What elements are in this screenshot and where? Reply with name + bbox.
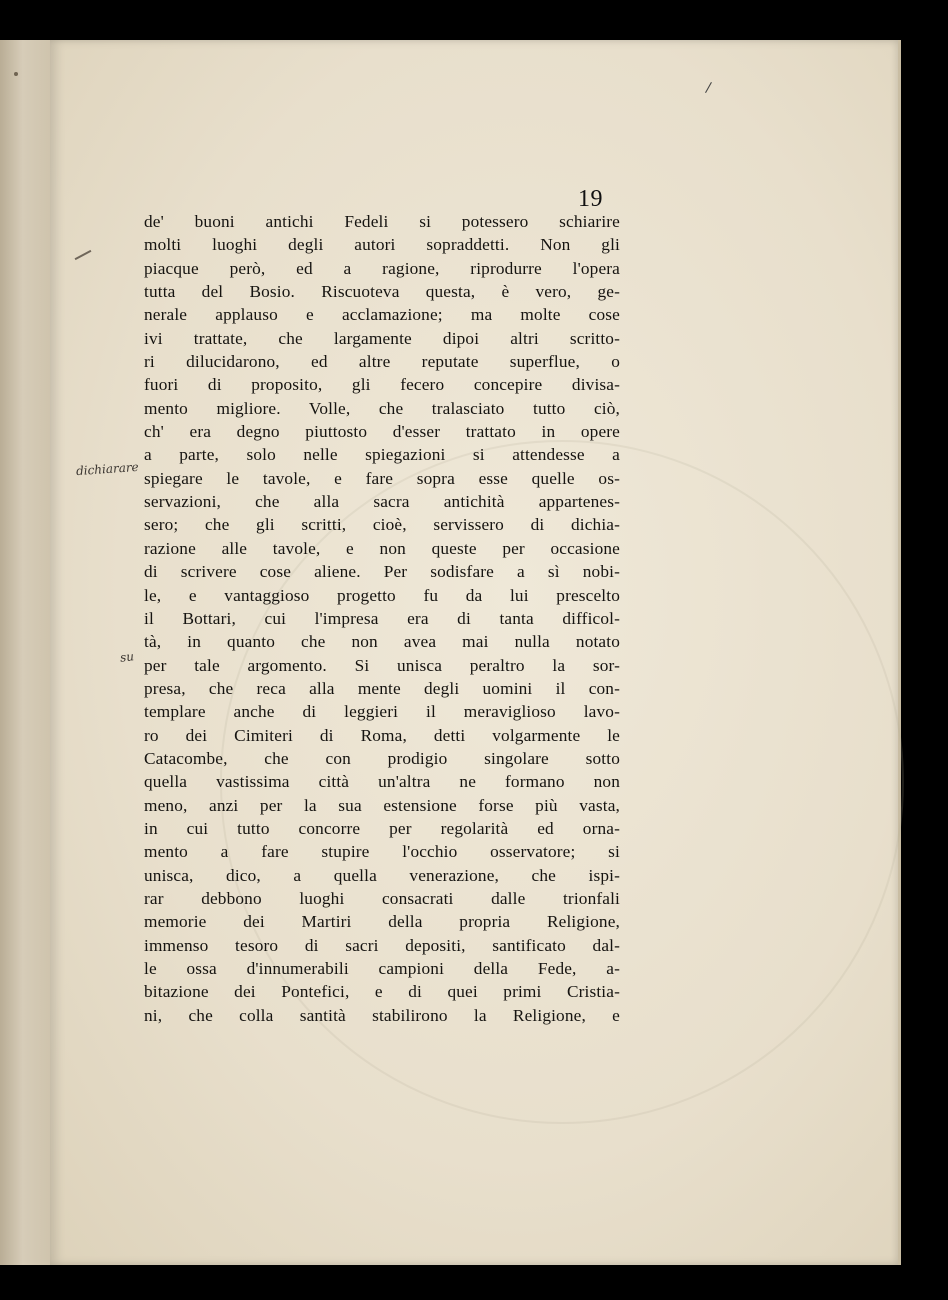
- text-line: meno, anzi per la sua estensione forse più vasta,: [144, 795, 620, 815]
- text-line: ro dei Cimiteri di Roma, detti volgarmente le: [144, 725, 620, 745]
- text-line: spiegare le tavole, e fare sopra esse quelle os-: [144, 468, 620, 488]
- text-line: in cui tutto concorre per regolarità ed orna-: [144, 818, 620, 838]
- text-line: fuori di proposito, gli fecero concepire divisa-: [144, 375, 620, 395]
- text-line: sero; che gli scritti, cioè, servissero di dichia-: [144, 515, 620, 535]
- text-line: unisca, dico, a quella venerazione, che ispi-: [144, 865, 620, 885]
- text-line: mento migliore. Volle, che tralasciato tutto ciò,: [144, 398, 620, 418]
- page-number: 19: [578, 186, 603, 212]
- pencil-mark: /: [704, 79, 713, 97]
- text-line: tutta del Bosio. Riscuoteva questa, è vero, ge-: [144, 282, 620, 302]
- text-line: memorie dei Martiri della propria Religione,: [144, 912, 620, 932]
- text-line: immenso tesoro di sacri depositi, santificato dal-: [144, 935, 620, 955]
- text-line: il Bottari, cui l'impresa era di tanta difficol-: [144, 608, 620, 628]
- facing-page-edge: [0, 40, 52, 1265]
- text-line: mento a fare stupire l'occhio osservatore; si: [144, 842, 620, 862]
- text-line: ch' era degno piuttosto d'esser trattato in opere: [144, 422, 620, 442]
- text-line: quella vastissima città un'altra ne formano non: [144, 772, 620, 792]
- text-line: le ossa d'innumerabili campioni della Fede, a-: [144, 959, 620, 978]
- text-line: templare anche di leggieri il meraviglioso lavo-: [144, 702, 620, 722]
- text-line: a parte, solo nelle spiegazioni si attendesse a: [144, 445, 620, 465]
- text-line: servazioni, che alla sacra antichità appartenes-: [144, 492, 620, 512]
- text-line: razione alle tavole, e non queste per occasione: [144, 538, 620, 558]
- text-line: di scrivere cose aliene. Per sodisfare a sì nobi-: [144, 562, 620, 582]
- body-text: [144, 210, 620, 1027]
- text-line: presa, che reca alla mente degli uomini il con-: [144, 678, 620, 698]
- page-spot: [14, 72, 18, 76]
- text-line: bitazione dei Pontefici, e di quei primi Cristia-: [144, 982, 620, 1002]
- text-line: le, e vantaggioso progetto fu da lui prescelto: [144, 585, 620, 605]
- text-line: ivi trattate, che largamente dipoi altri scritto-: [144, 328, 620, 348]
- text-line: molti luoghi degli autori sopraddetti. Non gli: [144, 235, 620, 255]
- text-line: tà, in quanto che non avea mai nulla notato: [144, 632, 620, 652]
- margin-note-dichiarare: dichiarare: [75, 459, 140, 479]
- text-line: de' buoni antichi Fedeli si potessero schiarire: [144, 212, 620, 231]
- margin-note-su: su: [119, 649, 135, 665]
- text-line: per tale argomento. Si unisca peraltro la sor-: [144, 655, 620, 675]
- text-line: ni, che colla santità stabilirono la Religione, e: [144, 1005, 620, 1025]
- text-line: nerale applauso e acclamazione; ma molte cose: [144, 305, 620, 325]
- text-line: rar debbono luoghi consacrati dalle trionfali: [144, 888, 620, 908]
- text-line: ri dilucidarono, ed altre reputate superflue, o: [144, 352, 620, 372]
- text-line: piacque però, ed a ragione, riprodurre l'opera: [144, 258, 620, 278]
- text-line: Catacombe, che con prodigio singolare sotto: [144, 748, 620, 768]
